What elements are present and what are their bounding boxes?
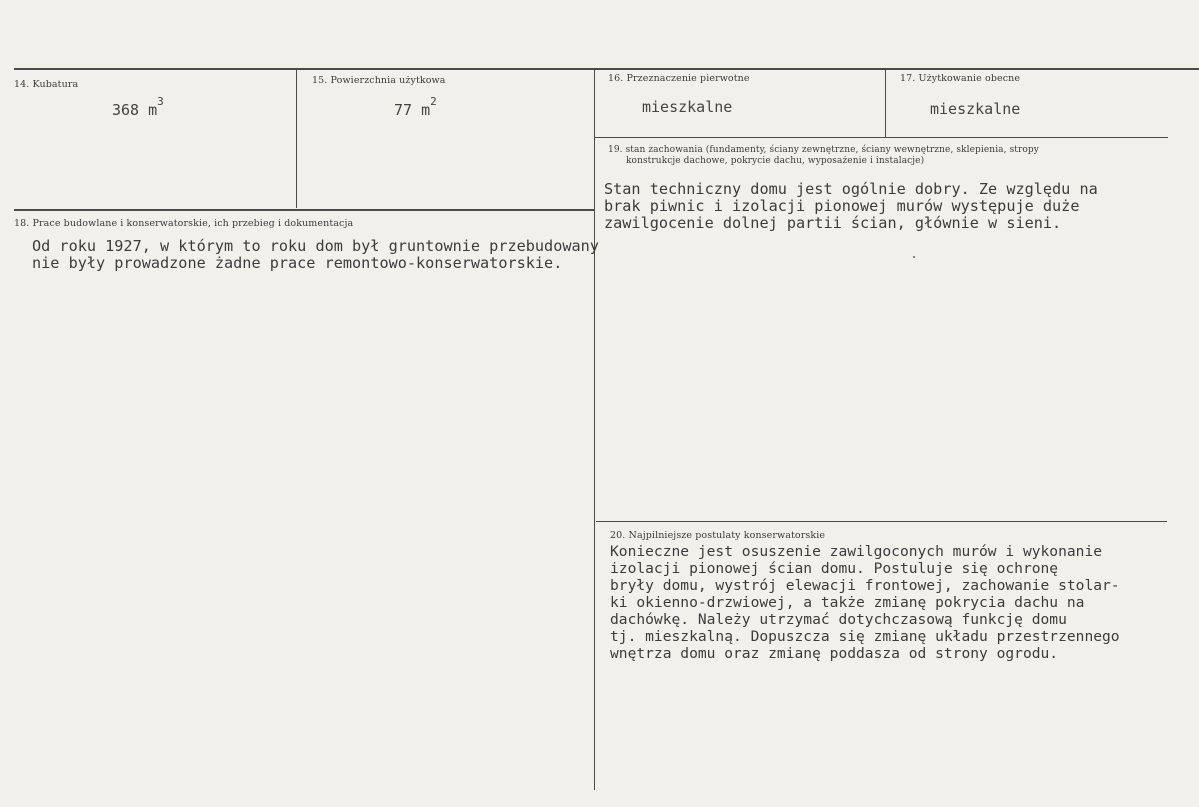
field-20-line-1: Konieczne jest osuszenie zawilgoconych murów i wykonanie [610,543,1103,560]
field-16-value: mieszkalne [642,98,733,116]
field-18-line-1: Od roku 1927, w którym to roku dom był gruntownie przebudowany [32,237,599,255]
cubature-exponent: 3 [157,95,164,108]
field-19-label-line2: konstrukcje dachowe, pokrycie dachu, wyposażenie i instalacje) [626,156,925,166]
field-14-value [112,95,164,119]
main-vertical-divider [594,70,595,790]
field-19-label-line1: 19. stan zachowania (fundamenty, ściany zewnętrzne, ściany wewnętrzne, sklepienia, stropy [608,145,1039,155]
rule-under-16-17 [594,137,1168,138]
field-19-line-1: Stan techniczny domu jest ogólnie dobry. Ze względu na [604,180,1098,198]
ink-speck [913,256,915,258]
field-14-label: 14. Kubatura [14,79,79,90]
field-16-label: 16. Przeznaczenie pierwotne [608,73,750,84]
divider-14-15 [296,70,297,208]
field-20-line-7: wnętrza domu oraz zmianę poddasza od strony ogrodu. [610,645,1059,662]
field-20-label: 20. Najpilniejsze postulaty konserwatorskie [610,530,826,541]
field-20-line-6: tj. mieszkalną. Dopuszcza się zmianę układu przestrzennego [610,628,1120,645]
field-20-line-4: ki okienno-drzwiowej, a także zmianę pokrycia dachu na [610,594,1085,611]
field-18-line-2: nie były prowadzone żadne prace remontowo-konserwatorskie. [32,254,563,272]
field-18-label: 18. Prace budowlane i konserwatorskie, ich przebieg i dokumentacja [14,218,354,229]
rule-above-18 [14,209,594,211]
field-17-label: 17. Użytkowanie obecne [900,73,1021,84]
rule-above-20 [596,521,1167,522]
divider-16-17 [885,70,886,137]
field-17-value: mieszkalne [930,100,1021,118]
area-value: 77 m [394,101,431,119]
area-exponent: 2 [430,95,437,108]
field-20-line-5: dachówkę. Należy utrzymać dotychczasową funkcję domu [610,611,1067,628]
field-15-label: 15. Powierzchnia użytkowa [312,75,446,86]
top-rule [14,68,1199,70]
cubature-value: 368 m [112,101,158,119]
field-19-line-3: zawilgocenie dolnej partii ścian, głównie w sieni. [604,214,1062,232]
field-20-line-2: izolacji pionowej ścian domu. Postuluje się ochronę [610,560,1059,577]
field-20-line-3: bryły domu, wystrój elewacji frontowej, zachowanie stolar- [610,577,1120,594]
field-15-value [394,95,437,119]
field-19-line-2: brak piwnic i izolacji pionowej murów występuje duże [604,197,1080,215]
